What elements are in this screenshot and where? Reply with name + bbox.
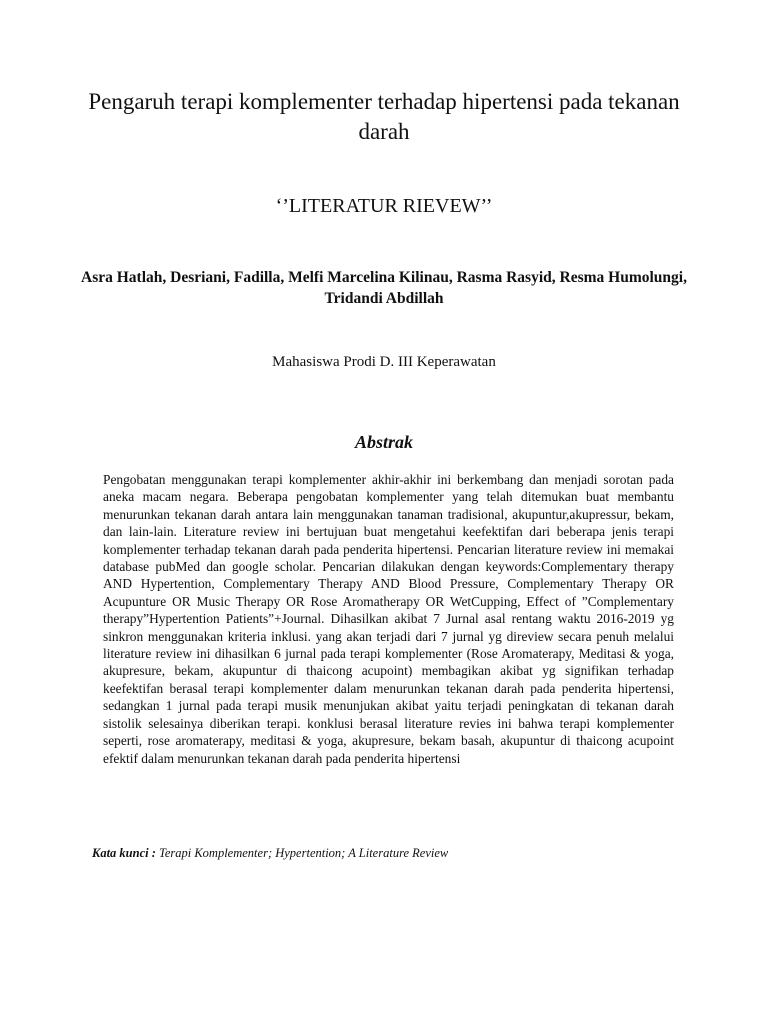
author-affiliation: Mahasiswa Prodi D. III Keperawatan <box>272 354 496 370</box>
keywords-line <box>92 845 692 861</box>
abstract-heading: Abstrak <box>354 432 414 452</box>
abstract-body: Pengobatan menggunakan terapi komplementer akhir-akhir ini berkembang dan menjadi sorotan pada aneka macam negara. Beberapa pengobatan komplementer yang telah ditemukan buat membantu menurunkan tekanan darah antara lain menggunakan tanaman tradisional, akupuntur,akupressur, bekam, dan lain-lain. Literature review ini bertujuan buat mengetahui keefektifan dari beberapa jenis terapi komplementer terhadap tekanan darah pada penderita hipertensi. Pencarian literature review ini memakai database pubMed dan google scholar. Pencarian dilakukan dengan keywords:Complementary therapy AND Hypertention, Complementary Therapy AND Blood Pressure, Complementary Therapy OR Acupunture OR Music Therapy OR Rose Aromatherapy OR WetCupping, Effect of ”Complementary therapy”Hypertention Patients”+Journal. Dihasilkan akibat 7 Jurnal asal rentang waktu 2016-2019 yg sinkron menggunakan kriteria inklusi. yang akan terjadi dari 7 jurnal yg direview secara penuh melalui literature review ini dihasilkan 6 jurnal pada terapi komplementer (Rose Aromaterapy, Meditasi & yoga, akupresure, bekam, akupuntur di thaicong acupoint) membagikan akibat yg signifikan terhadap keefektifan berasal terapi komplementer dalam menurunkan tekanan darah pada penderita hipertensi, sedangkan 1 jurnal pada terapi musik menunjukan akibat yaitu terjadi peningkatan di tekanan darah sistolik selesainya diberikan terapi. konklusi berasal literature revies ini bahwa terapi komplementer seperti, rose aromaterapy, meditasi & yoga, akupresure, bekam basah, akupuntur di thaicong acupoint efektif dalam menurunkan tekanan darah pada penderita hipertensi <box>103 472 674 766</box>
keywords-text: Terapi Komplementer; Hypertention; A Literature Review <box>155 846 449 860</box>
keywords-label: Kata kunci : <box>92 846 156 860</box>
paper-title: Pengaruh terapi komplementer terhadap hipertensi pada tekanan darah <box>88 89 680 144</box>
paper-subtitle: ‘’LITERATUR RIEVEW’’ <box>275 195 493 217</box>
author-list: Asra Hatlah, Desriani, Fadilla, Melfi Marcelina Kilinau, Rasma Rasyid, Resma Humolungi, Tridandi Abdillah <box>81 269 687 307</box>
